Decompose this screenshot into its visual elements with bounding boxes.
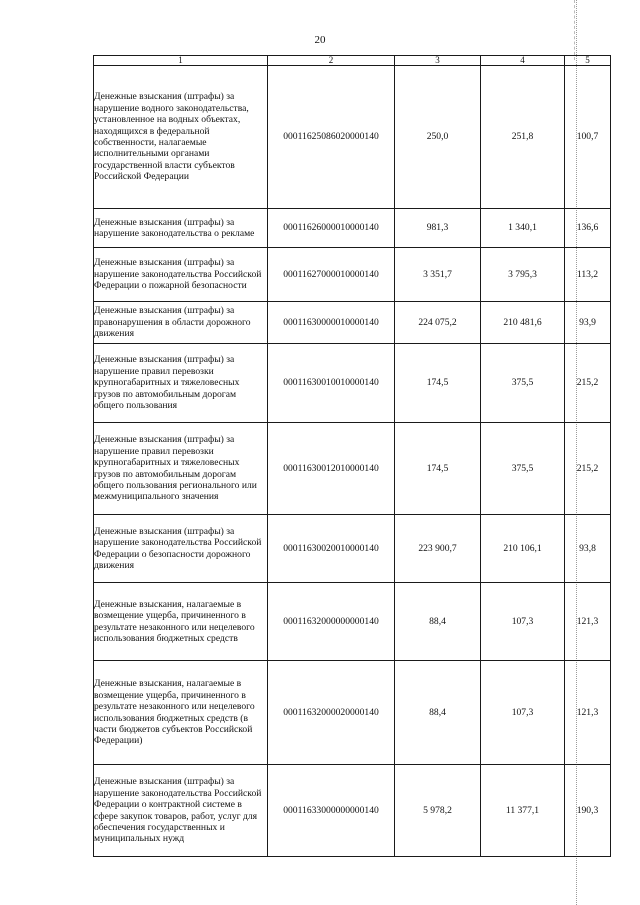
row-name: Денежные взыскания (штрафы) за правонарушения в области дорожного движения bbox=[94, 302, 268, 344]
column-header-2: 2 bbox=[268, 56, 395, 66]
row-name: Денежные взыскания (штрафы) за нарушение законодательства Российской Федерации о контрактной системе в сфере закупок товаров, работ, услуг для обеспечения государственных и муниципальных нужд bbox=[94, 765, 268, 857]
row-value-5: 113,2 bbox=[565, 248, 611, 302]
row-value-4: 210 106,1 bbox=[481, 515, 565, 583]
row-value-3: 174,5 bbox=[395, 423, 481, 515]
row-value-5: 190,3 bbox=[565, 765, 611, 857]
row-value-5: 121,3 bbox=[565, 661, 611, 765]
table-row bbox=[94, 344, 611, 423]
row-value-4: 1 340,1 bbox=[481, 209, 565, 248]
row-value-3: 3 351,7 bbox=[395, 248, 481, 302]
row-value-4: 3 795,3 bbox=[481, 248, 565, 302]
column-header-1: 1 bbox=[94, 56, 268, 66]
row-name: Денежные взыскания (штрафы) за нарушение водного законодательства, установленное на водных объектах, находящихся в федеральной собственности, налагаемые исполнительными органами государственной власти субъектов Российской Федерации bbox=[94, 66, 268, 209]
row-value-4: 375,5 bbox=[481, 344, 565, 423]
row-code: 00011627000010000140 bbox=[268, 248, 395, 302]
row-value-4: 107,3 bbox=[481, 583, 565, 661]
row-code: 00011630020010000140 bbox=[268, 515, 395, 583]
row-value-4: 107,3 bbox=[481, 661, 565, 765]
row-value-3: 250,0 bbox=[395, 66, 481, 209]
column-header-3: 3 bbox=[395, 56, 481, 66]
row-value-5: 121,3 bbox=[565, 583, 611, 661]
row-name: Денежные взыскания, налагаемые в возмещение ущерба, причиненного в результате незаконного или нецелевого использования бюджетных средств (в части бюджетов субъектов Российской Федерации) bbox=[94, 661, 268, 765]
table-header-row bbox=[94, 56, 611, 66]
row-value-3: 88,4 bbox=[395, 583, 481, 661]
row-value-4: 11 377,1 bbox=[481, 765, 565, 857]
row-value-5: 93,8 bbox=[565, 515, 611, 583]
row-name: Денежные взыскания (штрафы) за нарушение законодательства Российской Федерации о пожарной безопасности bbox=[94, 248, 268, 302]
table-row bbox=[94, 583, 611, 661]
row-code: 00011625086020000140 bbox=[268, 66, 395, 209]
row-name: Денежные взыскания (штрафы) за нарушение правил перевозки крупногабаритных и тяжеловесных грузов по автомобильным дорогам общего пользования bbox=[94, 344, 268, 423]
row-name: Денежные взыскания (штрафы) за нарушение законодательства о рекламе bbox=[94, 209, 268, 248]
row-value-3: 88,4 bbox=[395, 661, 481, 765]
row-value-3: 5 978,2 bbox=[395, 765, 481, 857]
row-value-3: 224 075,2 bbox=[395, 302, 481, 344]
table-row bbox=[94, 248, 611, 302]
table-row bbox=[94, 765, 611, 857]
row-code: 00011630010010000140 bbox=[268, 344, 395, 423]
table-row bbox=[94, 423, 611, 515]
row-value-4: 210 481,6 bbox=[481, 302, 565, 344]
row-value-5: 215,2 bbox=[565, 344, 611, 423]
row-value-5: 100,7 bbox=[565, 66, 611, 209]
row-value-3: 981,3 bbox=[395, 209, 481, 248]
row-value-4: 375,5 bbox=[481, 423, 565, 515]
budget-table bbox=[93, 55, 611, 857]
row-value-5: 136,6 bbox=[565, 209, 611, 248]
row-code: 00011633000000000140 bbox=[268, 765, 395, 857]
row-value-3: 223 900,7 bbox=[395, 515, 481, 583]
column-header-4: 4 bbox=[481, 56, 565, 66]
row-code: 00011626000010000140 bbox=[268, 209, 395, 248]
row-value-5: 93,9 bbox=[565, 302, 611, 344]
table-row bbox=[94, 209, 611, 248]
row-code: 00011630012010000140 bbox=[268, 423, 395, 515]
table-row bbox=[94, 66, 611, 209]
row-value-5: 215,2 bbox=[565, 423, 611, 515]
page-number: 20 bbox=[314, 34, 326, 46]
row-code: 00011632000020000140 bbox=[268, 661, 395, 765]
row-name: Денежные взыскания (штрафы) за нарушение законодательства Российской Федерации о безопасности дорожного движения bbox=[94, 515, 268, 583]
row-code: 00011632000000000140 bbox=[268, 583, 395, 661]
row-value-3: 174,5 bbox=[395, 344, 481, 423]
scan-artifact-line-top bbox=[574, 0, 575, 60]
row-name: Денежные взыскания (штрафы) за нарушение правил перевозки крупногабаритных и тяжеловесных грузов по автомобильным дорогам общего пользования регионального или межмуниципального значения bbox=[94, 423, 268, 515]
table-row bbox=[94, 515, 611, 583]
row-name: Денежные взыскания, налагаемые в возмещение ущерба, причиненного в результате незаконного или нецелевого использования бюджетных средств bbox=[94, 583, 268, 661]
table-row bbox=[94, 661, 611, 765]
column-header-5: 5 bbox=[565, 56, 611, 66]
row-value-4: 251,8 bbox=[481, 66, 565, 209]
table-row bbox=[94, 302, 611, 344]
row-code: 00011630000010000140 bbox=[268, 302, 395, 344]
